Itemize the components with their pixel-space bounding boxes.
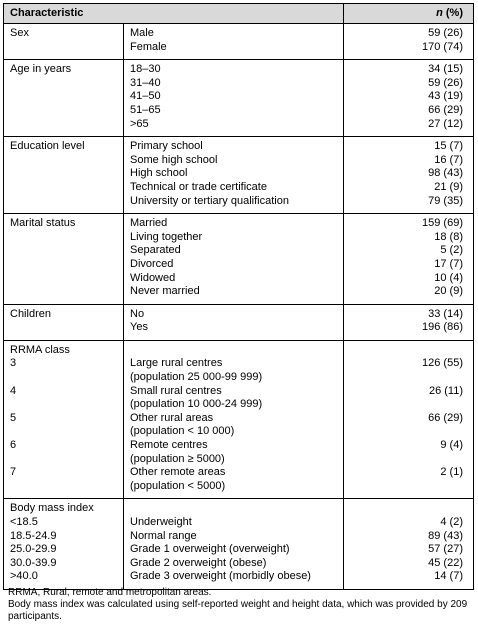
cell-line: 27 (12)	[428, 117, 463, 130]
cell-line: 196 (86)	[422, 321, 463, 334]
category-cell	[124, 60, 344, 137]
cell-line	[10, 371, 117, 385]
cell-line: 20 (9)	[434, 285, 463, 298]
cell-line: No	[130, 307, 145, 320]
category-cell	[124, 214, 344, 305]
cell-line: 66 (29)	[428, 411, 463, 424]
header-n-percent	[344, 4, 474, 24]
cell-line: Large rural centres	[130, 357, 223, 370]
cell-line: 59 (26)	[428, 27, 463, 39]
section-label-cell	[4, 60, 124, 137]
cell-line: 66 (29)	[428, 103, 463, 116]
cell-line: Primary school	[130, 140, 203, 153]
count-cell	[344, 304, 474, 340]
cell-line: 10 (4)	[434, 271, 463, 284]
cell-line: (population < 10 000)	[130, 425, 235, 438]
cell-line: 3	[10, 357, 17, 370]
cell-line: Married	[130, 217, 168, 230]
cell-line	[350, 344, 463, 358]
cell-line	[350, 453, 463, 467]
cell-line: 2 (1)	[440, 466, 463, 479]
cell-line: High school	[130, 167, 188, 180]
cell-line	[10, 154, 117, 168]
cell-line: Normal range	[130, 529, 197, 542]
section-label-cell	[4, 137, 124, 214]
cell-line	[10, 285, 117, 299]
cell-line: 34 (15)	[428, 63, 463, 76]
section-label-cell	[4, 340, 124, 499]
cell-line: Grade 3 overweight (morbidly obese)	[130, 570, 311, 583]
cell-line: Female	[130, 40, 167, 53]
cell-line: 89 (43)	[428, 529, 463, 542]
cell-line: 30.0-39.9	[10, 556, 57, 569]
table-row	[4, 304, 474, 340]
cell-line: 170 (74)	[422, 40, 463, 53]
cell-line: Grade 2 overweight (obese)	[130, 556, 267, 569]
cell-line	[10, 195, 117, 209]
cell-line	[130, 344, 337, 358]
cell-line: 45 (22)	[428, 556, 463, 569]
cell-line: 5 (2)	[440, 244, 463, 257]
table-row	[4, 137, 474, 214]
cell-line	[350, 425, 463, 439]
category-cell	[124, 499, 344, 590]
cell-line: Children	[10, 307, 51, 320]
cell-line	[10, 453, 117, 467]
cell-line: 5	[10, 411, 17, 424]
cell-line	[10, 480, 117, 494]
cell-line: (population ≥ 5000)	[130, 452, 225, 465]
cell-line: <18.5	[10, 516, 38, 528]
header-characteristic: Characteristic	[4, 4, 344, 24]
cell-line	[10, 118, 117, 132]
cell-line: 41–50	[130, 90, 161, 103]
category-cell	[124, 340, 344, 499]
cell-line: Yes	[130, 321, 148, 334]
section-label-cell	[4, 499, 124, 590]
count-cell	[344, 137, 474, 214]
count-cell	[344, 60, 474, 137]
cell-line: Separated	[130, 244, 181, 257]
cell-line: (population 25 000-99 999)	[130, 371, 263, 384]
cell-line: Age in years	[10, 63, 72, 76]
count-cell	[344, 499, 474, 590]
cell-line: 98 (43)	[428, 167, 463, 180]
header-n: n	[436, 7, 443, 19]
cell-line: 159 (69)	[422, 217, 463, 230]
footnotes	[8, 587, 470, 623]
section-label-cell	[4, 304, 124, 340]
cell-line: 4	[10, 384, 17, 397]
cell-line: 6	[10, 439, 17, 452]
cell-line: 51–65	[130, 103, 161, 116]
cell-line: 16 (7)	[434, 153, 463, 166]
category-cell	[124, 304, 344, 340]
footnote-bmi: Body mass index was calculated using self-reported weight and height data, which was provided by 209 participants.	[8, 599, 468, 622]
cell-line	[10, 90, 117, 104]
cell-line: 18 (8)	[434, 230, 463, 243]
cell-line: Living together	[130, 230, 203, 243]
cell-line: 126 (55)	[422, 357, 463, 370]
cell-line: RRMA class	[10, 343, 70, 356]
cell-line: Male	[130, 27, 154, 39]
table-header-row	[4, 4, 474, 24]
cell-line: 31–40	[130, 76, 161, 89]
cell-line	[10, 272, 117, 286]
cell-line: Small rural centres	[130, 384, 222, 397]
cell-line: Sex	[10, 27, 29, 39]
cell-line	[130, 502, 337, 516]
table-row	[4, 340, 474, 499]
cell-line: Underweight	[130, 516, 192, 528]
count-cell	[344, 214, 474, 305]
table-row	[4, 24, 474, 60]
table-row	[4, 499, 474, 590]
cell-line	[10, 425, 117, 439]
cell-line: 79 (35)	[428, 194, 463, 207]
section-label-cell	[4, 24, 124, 60]
cell-line	[350, 371, 463, 385]
cell-line: 57 (27)	[428, 543, 463, 556]
cell-line	[10, 231, 117, 245]
cell-line	[10, 321, 117, 335]
cell-line: 18.5-24.9	[10, 529, 57, 542]
cell-line: 33 (14)	[428, 307, 463, 320]
cell-line	[10, 258, 117, 272]
cell-line: 25.0-29.9	[10, 543, 57, 556]
cell-line: 9 (4)	[440, 439, 463, 452]
cell-line: Never married	[130, 285, 200, 298]
cell-line: Body mass index	[10, 502, 94, 515]
section-label-cell	[4, 214, 124, 305]
cell-line: (population < 5000)	[130, 479, 226, 492]
cell-line	[10, 41, 117, 55]
cell-line: Grade 1 overweight (overweight)	[130, 543, 290, 556]
cell-line: 14 (7)	[434, 570, 463, 583]
count-cell	[344, 340, 474, 499]
cell-line: Some high school	[130, 153, 218, 166]
cell-line: Widowed	[130, 271, 176, 284]
cell-line	[10, 181, 117, 195]
cell-line: Remote centres	[130, 439, 208, 452]
cell-line: 15 (7)	[434, 140, 463, 153]
footnote-rrma: RRMA, Rural, remote and metropolitan areas.	[8, 587, 212, 598]
cell-line: (population 10 000-24 999)	[130, 398, 263, 411]
cell-line: 4 (2)	[440, 516, 463, 528]
cell-line	[10, 77, 117, 91]
characteristics-table	[3, 3, 474, 590]
cell-line: >65	[130, 117, 149, 130]
category-cell	[124, 137, 344, 214]
cell-line: 21 (9)	[434, 180, 463, 193]
cell-line	[10, 398, 117, 412]
cell-line: 17 (7)	[434, 257, 463, 270]
table-row	[4, 214, 474, 305]
table-row	[4, 60, 474, 137]
cell-line	[10, 167, 117, 181]
cell-line: Other rural areas	[130, 411, 214, 424]
cell-line	[10, 244, 117, 258]
cell-line	[350, 502, 463, 516]
category-cell	[124, 24, 344, 60]
cell-line	[350, 398, 463, 412]
cell-line: University or tertiary qualification	[130, 194, 289, 207]
cell-line	[350, 480, 463, 494]
cell-line	[10, 104, 117, 118]
cell-line: 43 (19)	[428, 90, 463, 103]
cell-line: Technical or trade certificate	[130, 180, 267, 193]
table-body	[4, 24, 474, 590]
cell-line: Other remote areas	[130, 466, 226, 479]
cell-line: 18–30	[130, 63, 161, 76]
cell-line: >40.0	[10, 570, 38, 583]
header-percent: (%)	[442, 7, 463, 19]
count-cell	[344, 24, 474, 60]
cell-line: 7	[10, 466, 17, 479]
cell-line: Education level	[10, 140, 85, 153]
cell-line: 59 (26)	[428, 76, 463, 89]
cell-line: Marital status	[10, 217, 76, 230]
cell-line: Divorced	[130, 257, 174, 270]
cell-line: 26 (11)	[428, 384, 463, 397]
